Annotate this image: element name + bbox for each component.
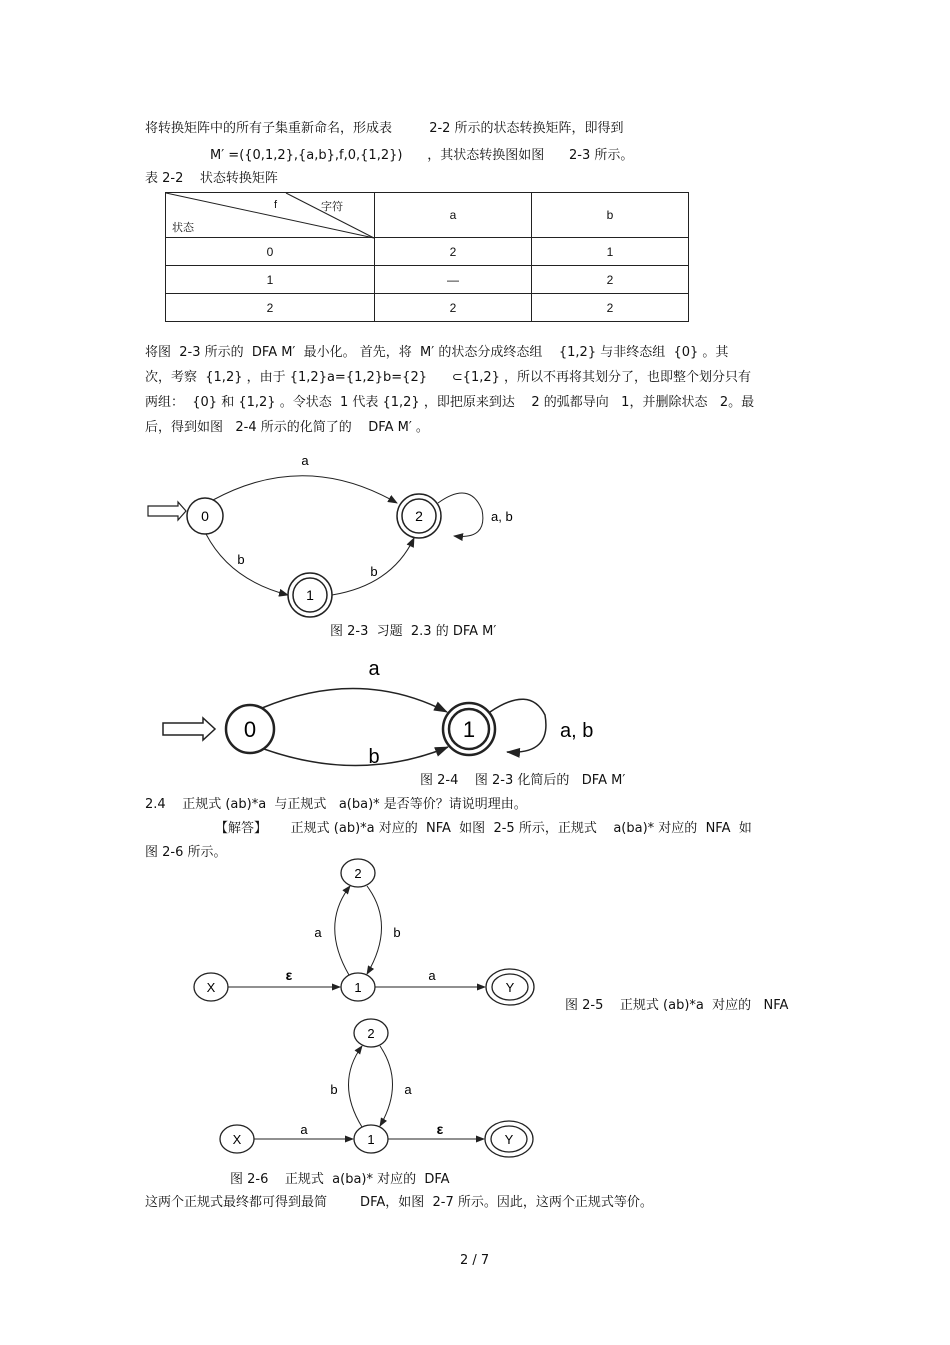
fig-2-4-caption: 图 2-4 图 2-3 化简后的 DFA M′	[420, 773, 626, 788]
page-number: 2 / 7	[460, 1253, 490, 1268]
edge-bottom-label: b	[368, 746, 380, 768]
conclusion: 这两个正规式最终都可得到最简 DFA，如图 2-7 所示。因此，这两个正规式等价。	[145, 1195, 653, 1210]
edge-1-y-label: ε	[436, 1121, 444, 1137]
edge-top-label: a	[368, 658, 380, 680]
intro-line-1: 将转换矩阵中的所有子集重新命名，形成表 2-2 所示的状态转换矩阵，即得到	[145, 121, 624, 136]
state-y-label: Y	[505, 980, 515, 995]
edge-1-2-label: b	[330, 1082, 338, 1097]
row-a: 2	[375, 294, 532, 322]
edge-2-1-label: a	[404, 1082, 412, 1097]
fig-2-5-caption: 图 2-5 正规式 (ab)*a 对应的 NFA	[565, 998, 789, 1013]
state-transition-table	[165, 192, 689, 322]
state-2-label: 2	[415, 508, 423, 524]
edge-x-1-label: ε	[285, 967, 293, 983]
edge-1-y-label: a	[428, 968, 436, 983]
edge-1-2-label: b	[370, 564, 378, 579]
edge-top	[262, 688, 447, 712]
table-row	[166, 266, 689, 294]
start-arrow-icon	[148, 502, 186, 520]
state-1-label: 1	[306, 587, 314, 603]
state-0-label: 0	[243, 717, 257, 742]
header-char: 字符	[321, 201, 343, 213]
edge-2-1	[367, 886, 382, 974]
fig-2-3-diagram	[0, 445, 950, 645]
state-2-label: 2	[367, 1026, 375, 1041]
edge-1-2-label: a	[314, 925, 322, 940]
intro-line-2: M′ =({0,1,2},{a,b},f,0,{1,2}) ，其状态转换图如图 2-3 所示。	[210, 148, 634, 163]
state-1-label: 1	[367, 1132, 375, 1147]
row-state: 1	[166, 266, 375, 294]
state-1-label: 1	[354, 980, 362, 995]
fig-2-4-diagram	[0, 655, 950, 775]
loop-2	[438, 493, 483, 536]
para1-line-1: 将图 2-3 所示的 DFA M′ 最小化。 首先，将 M′ 的状态分成终态组 {1,2} 与非终态组 {0} 。其	[145, 345, 729, 360]
state-x-label: X	[206, 980, 216, 995]
edge-2-1	[380, 1046, 393, 1126]
edge-1-2	[335, 886, 350, 975]
table-row	[166, 238, 689, 266]
q24-line-1: 2.4 正规式 (ab)*a 与正规式 a(ba)* 是否等价？请说明理由。	[145, 797, 527, 812]
para1-line-3: 两组： {0} 和 {1,2} 。令状态 1 代表 {1,2} ，即把原来到达 2 的弧都导向 1，并删除状态 2。最	[145, 395, 755, 410]
q24-answer-tag: 【解答】	[215, 821, 268, 836]
column-header-b: b	[532, 193, 689, 238]
table-caption: 表 2-2 状态转换矩阵	[145, 171, 278, 186]
fig-2-6-caption: 图 2-6 正规式 a(ba)* 对应的 DFA	[230, 1172, 450, 1187]
edge-0-2	[213, 476, 397, 503]
loop-1	[490, 699, 546, 752]
fig-2-6-diagram	[0, 1015, 950, 1165]
start-arrow-icon	[163, 718, 215, 740]
row-a: —	[375, 266, 532, 294]
row-state: 2	[166, 294, 375, 322]
column-header-a: a	[375, 193, 532, 238]
row-b: 2	[532, 266, 689, 294]
header-state: 状态	[172, 222, 194, 234]
edge-2-1-label: b	[393, 925, 401, 940]
table-row	[166, 294, 689, 322]
state-0-label: 0	[201, 508, 209, 524]
state-x-label: X	[232, 1132, 242, 1147]
fig-2-5-diagram	[0, 855, 950, 1015]
row-a: 2	[375, 238, 532, 266]
row-b: 2	[532, 294, 689, 322]
fig-2-3-caption: 图 2-3 习题 2.3 的 DFA M′	[330, 624, 497, 639]
edge-x-1-label: a	[300, 1122, 308, 1137]
q24-line-3: 图 2-6 所示。	[145, 845, 227, 860]
table-corner-cell	[166, 193, 375, 238]
state-y-label: Y	[504, 1132, 514, 1147]
loop-1-label: a, b	[560, 720, 594, 742]
q24-line-2: 正规式 (ab)*a 对应的 NFA 如图 2-5 所示，正规式 a(ba)* 对应的 NFA 如	[270, 821, 752, 836]
para1-line-4: 后，得到如图 2-4 所示的化简了的 DFA M′ 。	[145, 420, 429, 435]
header-f: f	[274, 199, 278, 211]
row-state: 0	[166, 238, 375, 266]
row-b: 1	[532, 238, 689, 266]
edge-bottom	[264, 747, 448, 766]
edge-0-1	[206, 534, 288, 595]
edge-1-2	[349, 1046, 363, 1127]
edge-0-1-label: b	[237, 552, 245, 567]
para1-line-2: 次，考察 {1,2} ，由于 {1,2}a={1,2}b={2} ⊂{1,2} ，所以不再将其划分了，也即整个划分只有	[145, 370, 752, 385]
loop-2-label: a, b	[491, 509, 513, 524]
state-1-label: 1	[462, 717, 476, 742]
state-2-label: 2	[354, 866, 362, 881]
edge-0-2-label: a	[301, 453, 309, 468]
